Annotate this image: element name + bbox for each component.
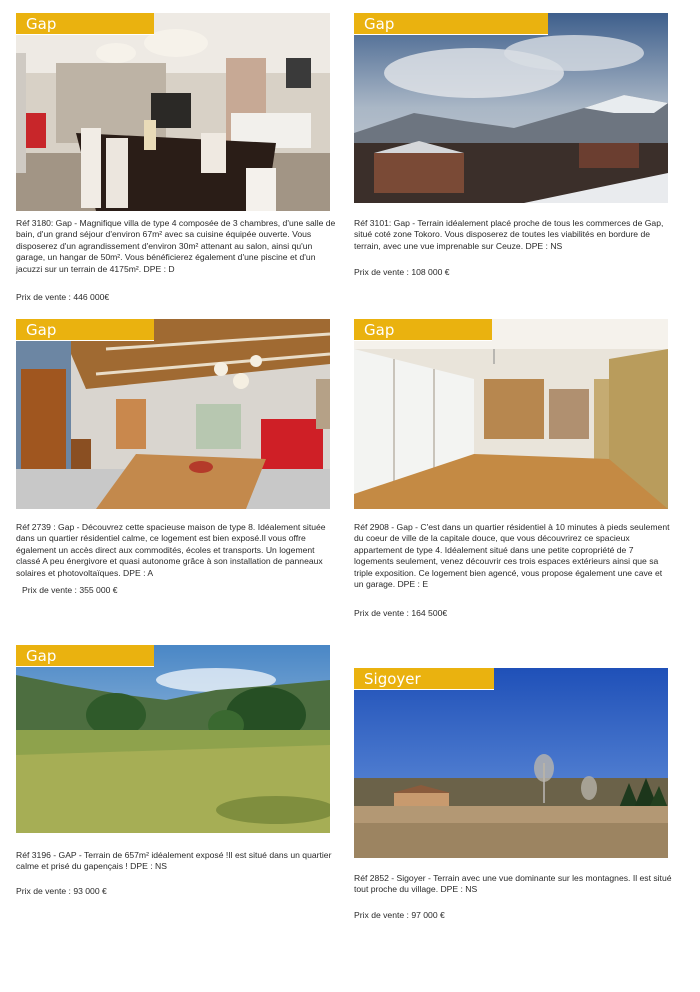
listing-description: Réf 2739 : Gap - Découvrez cette spacieuse maison de type 8. Idéalement située dans un quartier résidentiel calme, ce logement est bien exposé.Il vous offre également un accès direct aux commodités, écoles et transports. Un logement classé A peu énergivore et quasi autonome grâce à son installation de panneaux solaires et photovoltaïques. DPE : A	[16, 522, 326, 578]
listing-photo-villa-dining	[16, 13, 330, 211]
location-tag: Gap	[354, 13, 548, 35]
listing-price: Prix de vente : 446 000€	[16, 292, 110, 302]
listing-photo-land-village	[354, 668, 668, 858]
listing-price: Prix de vente : 355 000 €	[22, 585, 118, 595]
listing-photo-land-field	[16, 645, 330, 833]
listing-description: Réf 3101: Gap - Terrain idéalement placé proche de tous les commerces de Gap, situé coté zone Tokoro. Vous disposerez de toutes les viabilités en bordure de terrain, avec une vue imprenable sur Ceuze. DPE : NS	[354, 218, 664, 251]
location-tag: Gap	[16, 645, 154, 667]
listing-description: Réf 2908 - Gap - C'est dans un quartier résidentiel à 10 minutes à pieds seulement du coeur de ville de la capitale douce, que vous découvrirez ce spacieux appartement de type 4. Idéalement situé dans une petite copropriété de 7 logements seulement, venez découvrir ces trois espaces extérieurs ainsi que sa triple exposition. Ce logement bien agencé, vous propose également une cave et un garage. DPE : E	[354, 522, 670, 590]
listing-photo-land-mountain-view	[354, 13, 668, 203]
location-tag: Gap	[16, 13, 154, 35]
listing-photo-apartment-living-room	[354, 319, 668, 509]
location-tag: Gap	[16, 319, 154, 341]
location-tag: Sigoyer	[354, 668, 494, 690]
listing-description: Réf 3180: Gap - Magnifique villa de type 4 composée de 3 chambres, d'une salle de bain, d'un grand séjour d'environ 67m² avec sa cuisine équipée ouverte. Vous disposerez d'un agrandissement d'environ 30m² attenant au salon, ainsi qu'un garage, un hangar de 50m². Vous bénéficierez également d'une piscine et d'un jacuzzi sur un terrain de 4175m². DPE : D	[16, 218, 336, 274]
listing-description: Réf 3196 - GAP - Terrain de 657m² idéalement exposé !Il est situé dans un quartier calme et prisé du gapençais ! DPE : NS	[16, 850, 332, 872]
listing-description: Réf 2852 - Sigoyer - Terrain avec une vue dominante sur les montagnes. Il est situé tout proche du village. DPE : NS	[354, 873, 672, 895]
listing-photo-house-interior	[16, 319, 330, 509]
listing-price: Prix de vente : 164 500€	[354, 608, 448, 618]
location-tag: Gap	[354, 319, 492, 341]
listing-price: Prix de vente : 97 000 €	[354, 910, 445, 920]
listing-price: Prix de vente : 93 000 €	[16, 886, 107, 896]
listing-price: Prix de vente : 108 000 €	[354, 267, 450, 277]
